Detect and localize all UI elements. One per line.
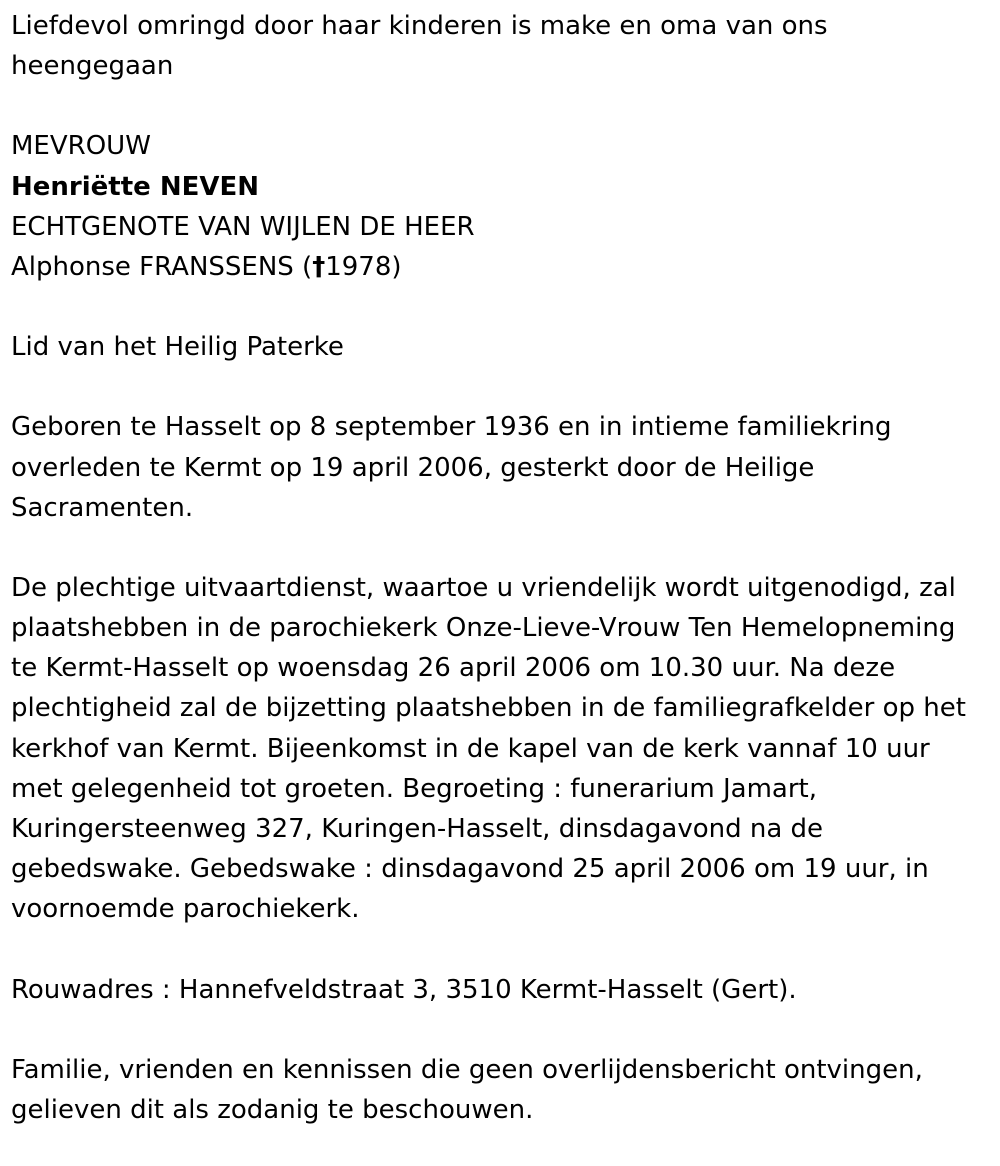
birth-death-paragraph (11, 407, 996, 528)
birth-death-line: Geboren te Hasselt op 8 september 1936 en in intieme familiekring (11, 412, 892, 443)
service-line: plaatshebben in de parochiekerk Onze-Lieve-Vrouw Ten Hemelopneming (11, 613, 956, 644)
service-line: te Kermt-Hasselt op woensdag 26 april 2006 om 10.30 uur. Na deze (11, 653, 896, 684)
service-line: voornoemde parochiekerk. (11, 894, 360, 925)
intro-line: heengegaan (11, 51, 174, 82)
death-cross-icon: † (312, 251, 326, 282)
paragraph-gap (11, 86, 996, 126)
service-line: gebedswake. Gebedswake : dinsdagavond 25 april 2006 om 19 uur, in (11, 854, 929, 885)
obituary-notice (11, 6, 996, 1130)
paragraph-gap (11, 287, 996, 327)
service-line: Kuringersteenweg 327, Kuringen-Hasselt, dinsdagavond na de (11, 814, 824, 844)
membership-text: Lid van het Heilig Paterke (11, 332, 344, 363)
service-line: De plechtige uitvaartdienst, waartoe u vriendelijk wordt uitgenodigd, zal (11, 572, 956, 603)
service-line: plechtigheid zal de bijzetting plaatshebben in de familiegrafkelder op het (11, 693, 966, 724)
spouse-label: ECHTGENOTE VAN WIJLEN DE HEER (11, 211, 475, 242)
paragraph-gap (11, 367, 996, 407)
deceased-name: Henriëtte NEVEN (11, 171, 259, 202)
honorific-title: MEVROUW (11, 131, 151, 162)
deceased-block (11, 126, 996, 287)
birth-death-line: overleden te Kermt op 19 april 2006, gesterkt door de Heilige (11, 452, 815, 483)
spouse-name-line (11, 247, 996, 287)
intro-paragraph (11, 6, 996, 86)
closing-line: Familie, vrienden en kennissen die geen overlijdensbericht ontvingen, (11, 1054, 923, 1085)
service-paragraph (11, 568, 996, 930)
intro-line: Liefdevol omringd door haar kinderen is make en oma van ons (11, 11, 828, 41)
paragraph-gap (11, 528, 996, 568)
closing-line: gelieven dit als zodanig te beschouwen. (11, 1094, 534, 1125)
birth-death-line: Sacramenten. (11, 492, 194, 523)
spouse-death-year: 1978) (325, 251, 402, 282)
service-line: met gelegenheid tot groeten. Begroeting : funerarium Jamart, (11, 773, 817, 804)
service-line: kerkhof van Kermt. Bijeenkomst in de kapel van de kerk vannaf 10 uur (11, 733, 930, 764)
spouse-name: Alphonse FRANSSENS ( (11, 251, 313, 282)
paragraph-gap (11, 1010, 996, 1050)
paragraph-gap (11, 930, 996, 970)
closing-paragraph (11, 1050, 996, 1130)
mourning-address: Rouwadres : Hannefveldstraat 3, 3510 Kermt-Hasselt (Gert). (11, 974, 797, 1005)
